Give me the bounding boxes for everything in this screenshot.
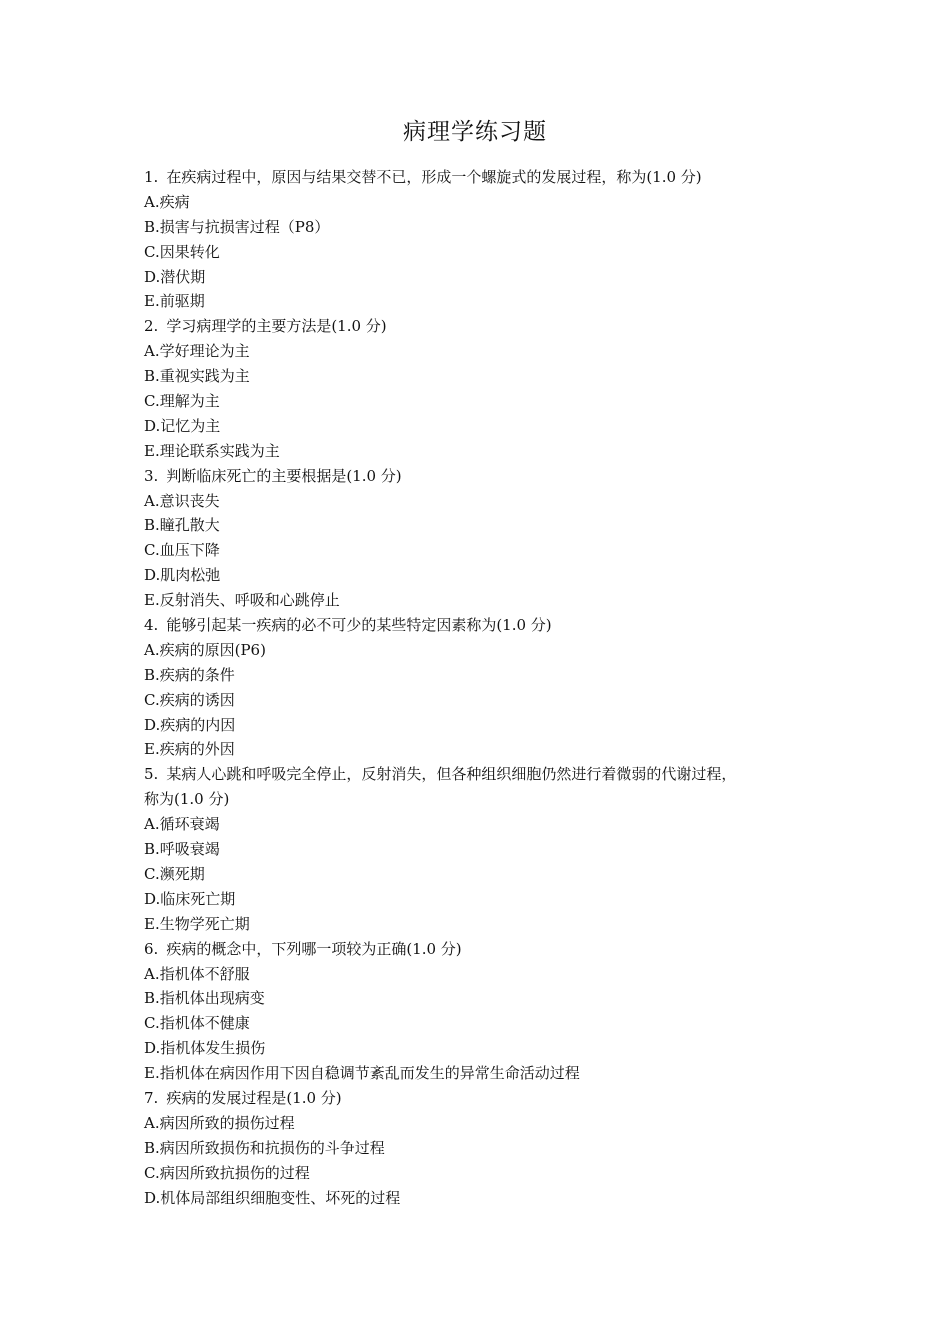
answer-option: C.指机体不健康 (144, 1014, 250, 1033)
answer-option: B.疾病的条件 (144, 665, 235, 684)
answer-option: A.指机体不舒服 (144, 964, 250, 983)
question-block (144, 762, 824, 936)
answer-option: C.理解为主 (144, 392, 220, 411)
answer-option: A.循环衰竭 (144, 815, 220, 834)
question-number: 2. (144, 317, 159, 336)
answer-option: C.因果转化 (144, 242, 220, 261)
answer-option: B.病因所致损伤和抗损伤的斗争过程 (144, 1138, 385, 1157)
answer-option: D.记忆为主 (144, 416, 221, 435)
answer-option: C.病因所致抗损伤的过程 (144, 1163, 310, 1182)
answer-option: B.呼吸衰竭 (144, 840, 220, 859)
answer-option: D.机体局部组织细胞变性、坏死的过程 (144, 1188, 401, 1207)
question-text (144, 937, 824, 962)
answer-option: D.潜伏期 (144, 267, 206, 286)
question-text (144, 464, 824, 489)
answer-option: A.病因所致的损伤过程 (144, 1113, 295, 1132)
question-stem: 称为(1.0 分) (144, 790, 230, 809)
answer-option: B.损害与抗损害过程（P8） (144, 217, 330, 236)
question-block (144, 165, 824, 314)
question-stem: 疾病的概念中，下列哪一项较为正确(1.0 分) (166, 939, 462, 958)
question-number: 7. (144, 1088, 159, 1107)
question-number: 6. (144, 939, 159, 958)
question-number: 5. (144, 765, 159, 784)
question-text (144, 787, 824, 812)
answer-option: E.疾病的外因 (144, 740, 235, 759)
answer-option: E.理论联系实践为主 (144, 441, 280, 460)
answer-option: A.疾病 (144, 192, 190, 211)
question-number: 3. (144, 466, 159, 485)
question-text (144, 613, 824, 638)
question-stem: 某病人心跳和呼吸完全停止，反射消失，但各种组织细胞仍然进行着微弱的代谢过程， (166, 765, 737, 784)
answer-option: E.指机体在病因作用下因自稳调节紊乱而发生的异常生命活动过程 (144, 1064, 580, 1083)
question-block (144, 464, 824, 613)
question-stem: 学习病理学的主要方法是(1.0 分) (166, 317, 387, 336)
question-stem: 在疾病过程中，原因与结果交替不已，形成一个螺旋式的发展过程，称为(1.0 分) (166, 168, 702, 186)
answer-option: E.生物学死亡期 (144, 914, 250, 933)
question-block (144, 314, 824, 463)
answer-option: A.意识丧失 (144, 491, 220, 510)
answer-option: B.重视实践为主 (144, 367, 250, 386)
question-text (144, 165, 824, 190)
answer-option: D.指机体发生损伤 (144, 1039, 266, 1058)
question-block (144, 937, 824, 1086)
question-text (144, 762, 824, 787)
question-text (144, 1086, 824, 1111)
question-block (144, 1086, 824, 1210)
answer-option: D.疾病的内因 (144, 715, 236, 734)
answer-option: D.临床死亡期 (144, 889, 236, 908)
answer-option: A.疾病的原因(P6) (144, 640, 266, 659)
question-number: 1. (144, 168, 159, 186)
question-list (144, 165, 824, 1210)
answer-option: E.反射消失、呼吸和心跳停止 (144, 591, 340, 610)
answer-option: C.血压下降 (144, 541, 220, 560)
question-number: 4. (144, 616, 159, 635)
answer-option: B.瞳孔散大 (144, 516, 220, 535)
answer-option: D.肌肉松弛 (144, 566, 221, 585)
question-text (144, 314, 824, 339)
answer-option: E.前驱期 (144, 292, 205, 311)
question-stem: 判断临床死亡的主要根据是(1.0 分) (166, 466, 402, 485)
answer-option: C.濒死期 (144, 864, 205, 883)
page-title: 病理学练习题 (403, 119, 547, 145)
answer-option: B.指机体出现病变 (144, 989, 265, 1008)
question-stem: 疾病的发展过程是(1.0 分) (166, 1088, 342, 1107)
answer-option: C.疾病的诱因 (144, 690, 235, 709)
question-block (144, 613, 824, 762)
question-stem: 能够引起某一疾病的必不可少的某些特定因素称为(1.0 分) (166, 616, 552, 635)
answer-option: A.学好理论为主 (144, 342, 250, 361)
